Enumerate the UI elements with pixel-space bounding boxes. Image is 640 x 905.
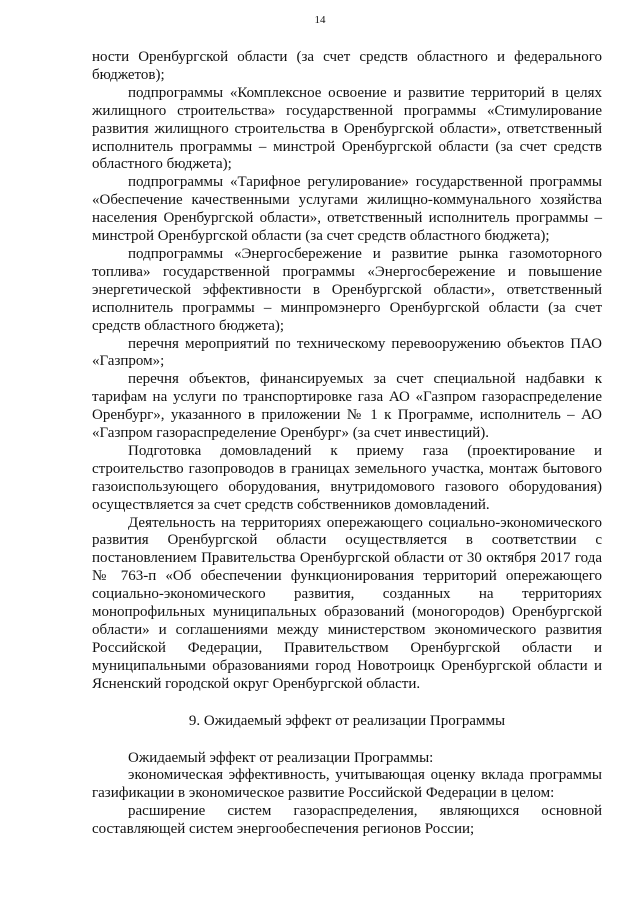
paragraph: перечня объектов, финансируемых за счет специальной надбавки к тарифам на услуги по транспортировке газа АО «Газпром газораспределение Оренбург», указанного в приложении № 1 к Программе, исполнитель – АО «Газпром газораспределение Оренбург» (за счет инвестиций). [92, 371, 602, 442]
paragraph: Деятельность на территориях опережающего социально-экономического развития Оренбургской области осуществляется в соответствии с постановлением Правительства Оренбургской области от 30 октября 2017 года № 763-п «Об обеспечении функционирования территорий опережающего социально-экономического развития, созданных на территориях монопрофильных муниципальных образований (моногородов) Оренбургской области» и соглашениями между министерством экономического развития Российской Федерации, Правительством Оренбургской области и муниципальными образованиями город Новотроицк Оренбургской области и Ясненский городской округ Оренбургской области. [92, 514, 602, 692]
paragraph: подпрограммы «Энергосбережение и развитие рынка газомоторного топлива» государственной программы «Энергосбережение и повышение энергетической эффективности в Оренбургской области», ответственный исполнитель программы – минпромэнерго Оренбургской области (за счет средств областного бюджета); [92, 245, 602, 334]
paragraph: Ожидаемый эффект от реализации Программы: [128, 749, 434, 766]
paragraph: Подготовка домовладений к приему газа (проектирование и строительство газопроводов в границах земельного участка, монтаж бытового газоиспользующего оборудования, внутридомового газового оборудования) осуществляется за счет средств собственников домовладений. [92, 442, 602, 513]
paragraph-continuation: ности Оренбургской области (за счет средств областного и федерального бюджетов); [92, 49, 602, 83]
paragraph: подпрограммы «Комплексное освоение и развитие территорий в целях жилищного строительства» государственной программы «Стимулирование развития жилищного строительства в Оренбургской области», ответственный исполнитель программы – минстрой Оренбургской области (за счет средств областного бюджета); [92, 84, 602, 173]
paragraph: расширение систем газораспределения, являющихся основной составляющей систем энергообеспечения регионов России; [92, 803, 602, 838]
section-heading: 9. Ожидаемый эффект от реализации Программы [188, 712, 506, 729]
document-body [92, 49, 602, 839]
paragraph: подпрограммы «Тарифное регулирование» государственной программы «Обеспечение качественными услугами жилищно-коммунального хозяйства населения Оренбургской области», ответственный исполнитель программы – минстрой Оренбургской области (за счет средств областного бюджета); [92, 174, 602, 245]
page-number: 14 [314, 14, 326, 26]
paragraph: перечня мероприятий по техническому перевооружению объектов ПАО «Газпром»; [92, 335, 602, 370]
paragraph: экономическая эффективность, учитывающая оценку вклада программы газификации в экономическое развитие Российской Федерации в целом: [92, 767, 602, 802]
